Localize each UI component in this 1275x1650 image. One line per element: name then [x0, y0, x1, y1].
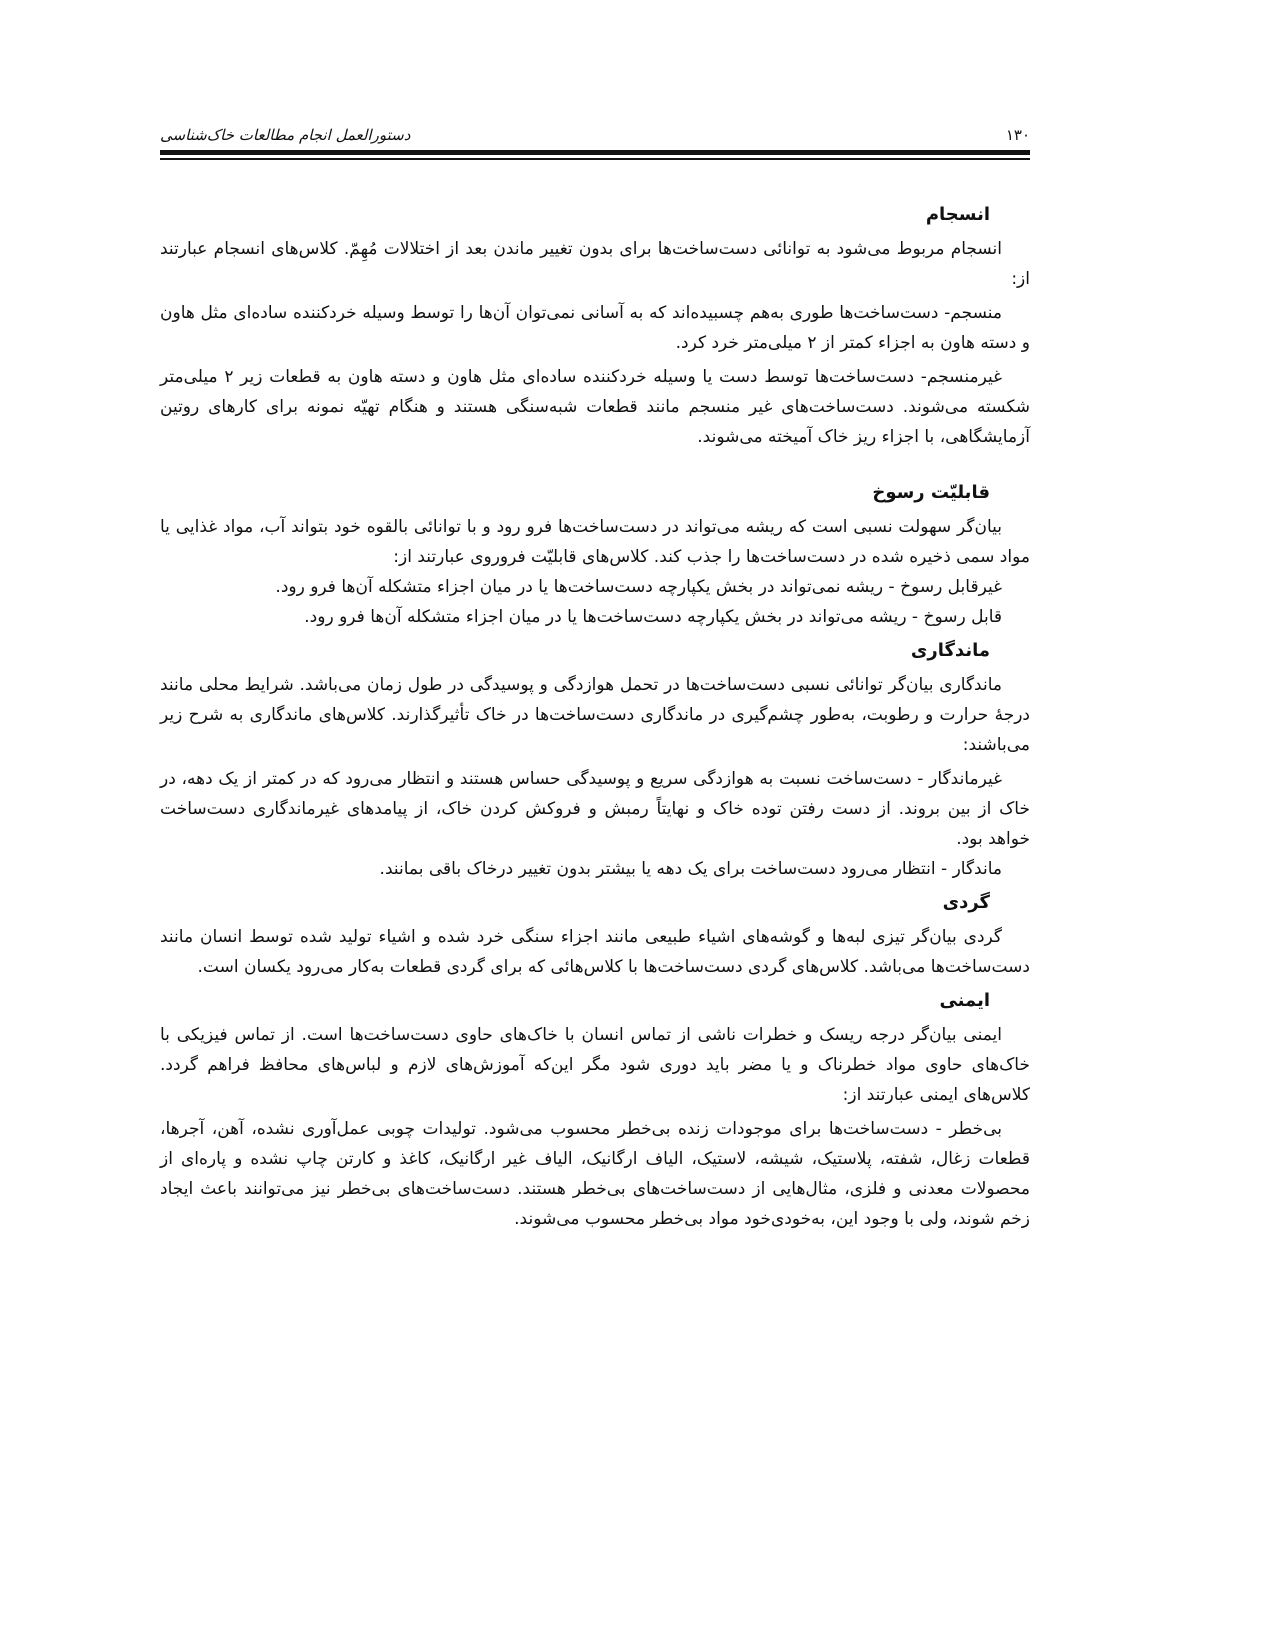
paragraph: غیرقابل رسوخ - ریشه نمی‌تواند در بخش یکپارچه دست‌ساخت‌ها یا در میان اجزاء متشکله آن‌ها فرو رود.	[275, 577, 1002, 597]
paragraph: انسجام مربوط می‌شود به توانائی دست‌ساخت‌ها برای بدون تغییر ماندن بعد از اختلالات مُهِمّ. کلاس‌های انسجام عبارتند از:	[160, 239, 1030, 289]
paragraph: بیان‌گر سهولت نسبی است که ریشه می‌تواند در دست‌ساخت‌ها فرو رود و با توانائی بالقوه خود بتواند آب، مواد غذایی یا مواد سمی ذخیره شده در دست‌ساخت‌ها را جذب کند. کلاس‌های قابلیّت فروروی عبارتند از:	[160, 517, 1030, 567]
paragraph: بی‌خطر - دست‌ساخت‌ها برای موجودات زنده بی‌خطر محسوب می‌شود. تولیدات چوبی عمل‌آوری نشده، آهن، آجرها، قطعات زغال، شفته، پلاستیک، شیشه، لاستیک، الیاف ارگانیک، الیاف غیر ارگانیک، کاغذ و کارتن چاپ نشده و پاره‌ای از محصولات معدنی و فلزی، مثال‌هایی از دست‌ساخت‌های بی‌خطر هستند. دست‌ساخت‌های بی‌خطر نیز می‌توانند باعث ایجاد زخم شوند، ولی با وجود این، به‌خودی‌خود مواد بی‌خطر محسوب می‌شوند.	[160, 1119, 1030, 1229]
page-content	[160, 196, 1030, 1234]
paragraph: ماندگار - انتظار می‌رود دست‌ساخت برای یک دهه یا بیشتر بدون تغییر درخاک باقی بمانند.	[379, 859, 1002, 879]
spacer	[160, 452, 1030, 474]
header-rule-thin	[160, 158, 1030, 160]
section-heading-cohesion: انسجام	[925, 204, 990, 225]
page-header	[160, 126, 1030, 150]
paragraph: غیرمنسجم- دست‌ساخت‌ها توسط دست یا وسیله خردکننده ساده‌ای مثل هاون و دسته هاون به قطعات زیر ۲ میلی‌متر شکسته می‌شوند. دست‌ساخت‌های غیر منسجم مانند قطعات شبه‌سنگی هستند و هنگام تهیّه نمونه برای کارهای روتین آزمایشگاهی، با اجزاء ریز خاک آمیخته می‌شوند.	[160, 367, 1030, 447]
paragraph: قابل رسوخ - ریشه می‌تواند در بخش یکپارچه دست‌ساخت‌ها یا در میان اجزاء متشکله آن‌ها فرو رود.	[304, 607, 1002, 627]
paragraph: منسجم- دست‌ساخت‌ها طوری به‌هم چسبیده‌اند که به آسانی نمی‌توان آن‌ها را توسط وسیله خردکننده ساده‌ای مثل هاون و دسته هاون به اجزاء کمتر از ۲ میلی‌متر خرد کرد.	[160, 303, 1030, 353]
section-heading-safety: ایمنی	[939, 990, 990, 1011]
paragraph: غیرماندگار - دست‌ساخت نسبت به هوازدگی سریع و پوسیدگی حساس هستند و انتظار می‌رود که در کمتر از یک دهه، در خاک از بین بروند. از دست رفتن توده خاک و نهایتاً رمبش و فروکش کردن خاک، از پیامدهای غیرماندگاری دست‌ساخت خواهد بود.	[160, 769, 1030, 849]
paragraph: ماندگاری بیان‌گر توانائی نسبی دست‌ساخت‌ها در تحمل هوازدگی و پوسیدگی در طول زمان می‌باشد. شرایط محلی مانند درجهٔ حرارت و رطوبت، به‌طور چشم‌گیری در ماندگاری دست‌ساخت‌ها در خاک تأثیرگذارند. کلاس‌های ماندگاری به شرح زیر می‌باشند:	[160, 675, 1030, 755]
running-title: دستورالعمل انجام مطالعات خاک‌شناسی	[160, 126, 411, 144]
paragraph: ایمنی بیان‌گر درجه ریسک و خطرات ناشی از تماس انسان با خاک‌های حاوی دست‌ساخت‌ها است. از تماس فیزیکی با خاک‌های حاوی مواد خطرناک و یا مضر باید دوری شود مگر این‌که آموزش‌های لازم و لباس‌های محافظ فراهم گردد. کلاس‌های ایمنی عبارتند از:	[160, 1025, 1030, 1105]
page-number: ۱۳۰	[1005, 126, 1030, 144]
header-rule-thick	[160, 150, 1030, 155]
section-heading-roundness: گردی	[942, 892, 990, 913]
section-heading-persistence: ماندگاری	[910, 640, 990, 661]
section-heading-penetrability: قابلیّت رسوخ	[872, 482, 990, 503]
paragraph: گردی بیان‌گر تیزی لبه‌ها و گوشه‌های اشیاء طبیعی مانند اجزاء سنگی خرد شده و اشیاء تولید شده توسط انسان مانند دست‌ساخت‌ها می‌باشد. کلاس‌های گردی دست‌ساخت‌ها با کلاس‌هائی که برای گردی قطعات به‌کار می‌رود یکسان است.	[160, 927, 1030, 977]
